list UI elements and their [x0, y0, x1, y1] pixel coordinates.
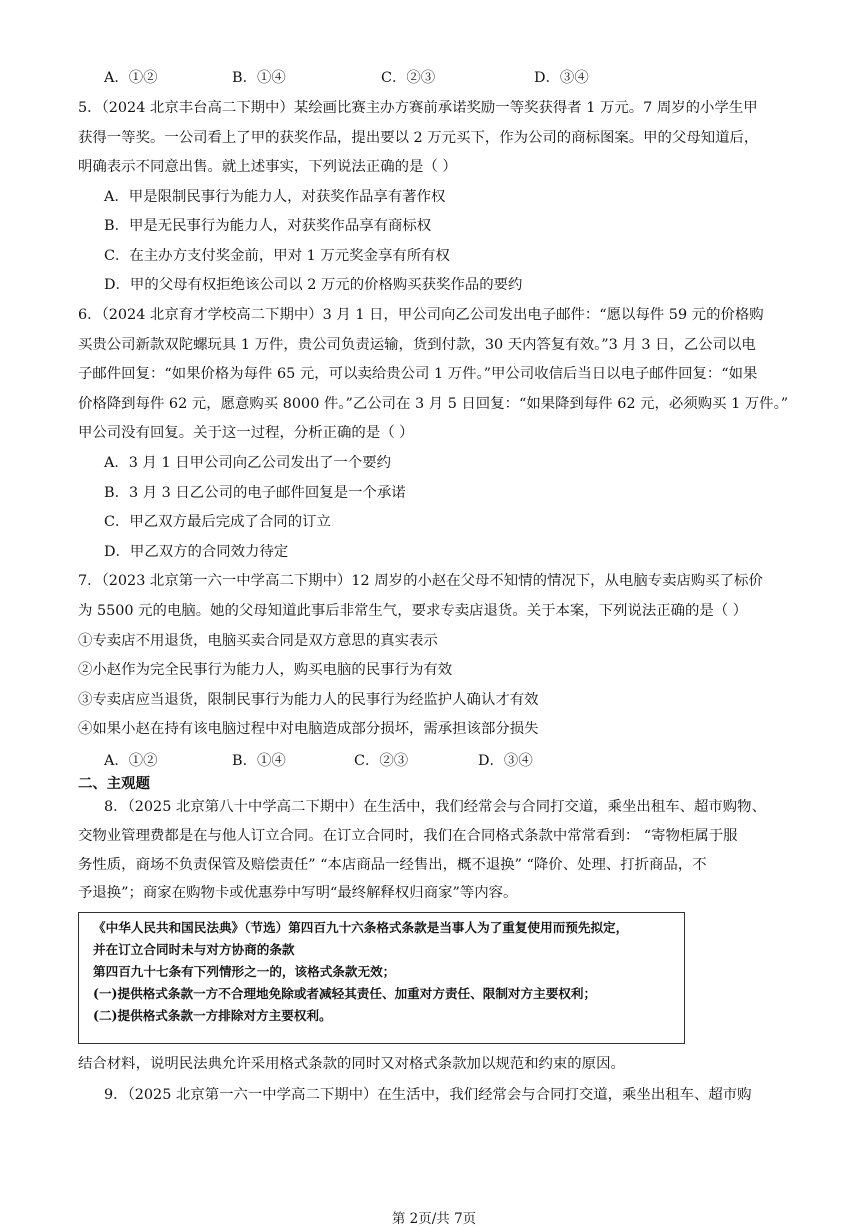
q7-statement-4: ④如果小赵在持有该电脑过程中对电脑造成部分损坏，需承担该部分损失 — [78, 721, 539, 737]
q6-option-c: C．甲乙双方最后完成了合同的订立 — [104, 514, 331, 530]
material-box — [78, 912, 685, 1044]
q6-stem-line: 6．（2024 北京育才学校高二下期中）3 月 1 日，甲公司向乙公司发出电子邮件：“愿以每件 59 元的价格购 — [78, 307, 764, 323]
q5-option-d: D．甲的父母有权拒绝该公司以 2 万元的价格购买获奖作品的要约 — [104, 277, 523, 293]
q6-stem-line: 买贵公司新款双陀螺玩具 1 万件，贵公司负责运输，货到付款，30 天内答复有效。”3 月 3 日，乙公司以电 — [78, 337, 756, 353]
q5-stem-line: 5．（2024 北京丰台高二下期中）某绘画比赛主办方赛前承诺奖励一等奖获得者 1 万元。7 周岁的小学生甲 — [78, 100, 758, 116]
q6-stem-line: 子邮件回复：“如果价格为每件 65 元，可以卖给贵公司 1 万件。”甲公司收信后当日以电子邮件回复：“如果 — [78, 366, 758, 382]
material-line: (一)提供格式条款一方不合理地免除或者减轻其责任、加重对方责任、限制对方主要权利； — [93, 986, 597, 1001]
q9-stem-line: 9．（2025 北京第一六一中学高二下期中）在生活中，我们经常会与合同打交道，乘坐出租车、超市购 — [104, 1087, 752, 1103]
option-c: C．②③ — [381, 70, 436, 86]
option-b: B．①④ — [232, 70, 286, 86]
q6-stem-line: 价格降到每件 62 元，愿意购买 8000 件。”乙公司在 3 月 5 日回复：“如果降到每件 62 元，必须购买 1 万件。” — [78, 396, 789, 412]
q7-stem-line: 7．（2023 北京第一六一中学高二下期中）12 周岁的小赵在父母不知情的情况下，从电脑专卖店购买了标价 — [78, 573, 763, 589]
q6-option-b: B．3 月 3 日乙公司的电子邮件回复是一个承诺 — [104, 485, 406, 501]
option-a: A．①② — [104, 70, 158, 86]
q8-question: 结合材料，说明民法典允许采用格式条款的同时又对格式条款加以规范和约束的原因。 — [78, 1056, 625, 1072]
material-line: 第四百九十七条有下列情形之一的，该格式条款无效； — [93, 964, 396, 979]
option-d: D．③④ — [534, 70, 589, 86]
material-line: 并在订立合同时未与对方协商的条款 — [93, 942, 295, 957]
page-number: 第 2页/共 7页 — [391, 1211, 477, 1227]
section-title: 二、主观题 — [78, 776, 150, 792]
q5-stem-line: 获得一等奖。一公司看上了甲的获奖作品，提出要以 2 万元买下，作为公司的商标图案。甲的父母知道后， — [78, 130, 759, 146]
q5-option-a: A．甲是限制民事行为能力人，对获奖作品享有著作权 — [104, 189, 446, 205]
q8-stem-line: 交物业管理费都是在与他人订立合同。在订立合同时，我们在合同格式条款中常常看到： “寄物柜属于服 — [78, 828, 738, 844]
option-a: A．①② — [104, 753, 158, 769]
q7-statement-2: ②小赵作为完全民事行为能力人，购买电脑的民事行为有效 — [78, 662, 453, 678]
q5-option-c: C．在主办方支付奖金前，甲对 1 万元奖金享有所有权 — [104, 248, 450, 264]
q7-statement-1: ①专卖店不用退货，电脑买卖合同是双方意思的真实表示 — [78, 633, 438, 649]
q7-statement-3: ③专卖店应当退货，限制民事行为能力人的民事行为经监护人确认才有效 — [78, 692, 539, 708]
q6-option-a: A．3 月 1 日甲公司向乙公司发出了一个要约 — [104, 455, 392, 471]
q8-stem-line: 8．（2025 北京第八十中学高二下期中）在生活中，我们经常会与合同打交道，乘坐出租车、超市购物、 — [104, 799, 766, 815]
option-b: B．①④ — [232, 753, 286, 769]
option-d: D．③④ — [478, 753, 533, 769]
q8-stem-line: 务性质，商场不负责保管及赔偿责任” “本店商品一经售出，概不退换” “降价、处理、打折商品，不 — [78, 857, 707, 873]
q6-option-d: D．甲乙双方的合同效力待定 — [104, 544, 289, 560]
q7-stem-line: 为 5500 元的电脑。她的父母知道此事后非常生气，要求专卖店退货。关于本案，下列说法正确的是（ ） — [78, 603, 748, 619]
q6-stem-line: 甲公司没有回复。关于这一过程，分析正确的是（ ） — [78, 425, 414, 441]
material-line: 《中华人民共和国民法典》（节选）第四百九十六条格式条款是当事人为了重复使用而预先拟定， — [93, 920, 629, 935]
q8-stem-line: 予退换”；商家在购物卡或优惠券中写明“最终解释权归商家”等内容。 — [78, 885, 518, 901]
q5-stem-line: 明确表示不同意出售。就上述事实，下列说法正确的是（ ） — [78, 159, 457, 175]
q5-option-b: B．甲是无民事行为能力人，对获奖作品享有商标权 — [104, 218, 432, 234]
option-c: C．②③ — [354, 753, 409, 769]
material-line: (二)提供格式条款一方排除对方主要权利。 — [93, 1008, 332, 1023]
